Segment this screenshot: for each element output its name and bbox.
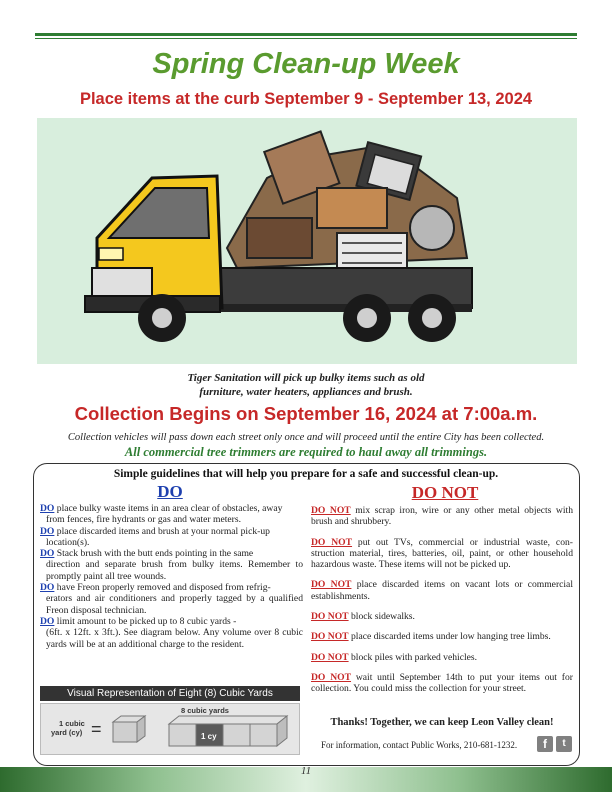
caption-line-2: furniture, water heaters, appliances and brush. <box>199 386 413 398</box>
unit-label: 1 cubic <box>59 719 85 728</box>
do-keyword: DO <box>40 525 55 537</box>
dont-item-text: wait until September 14th to put your items out for collection. You could miss the collection for your street. <box>311 671 573 695</box>
top-rule <box>35 33 577 39</box>
guidelines-title: Simple guidelines that will help you prepare for a safe and successful clean-up. <box>113 468 499 480</box>
do-item-rest: direction and separate brush from bulky items. Remember to promptly paint all tree wounds. <box>46 559 303 582</box>
do-keyword: DO <box>40 548 55 560</box>
dont-heading: DO NOT <box>411 483 479 502</box>
do-item <box>40 503 303 526</box>
page-title: Spring Clean-up Week <box>152 48 460 80</box>
caption-line-1: Tiger Sanitation will pick up bulky items such as old <box>187 372 425 384</box>
hero-caption <box>0 371 612 399</box>
dont-item <box>311 611 573 622</box>
dont-keyword: DO NOT <box>311 671 352 683</box>
do-item-first: place discarded items and brush at your normal pick-up <box>54 525 270 537</box>
dont-list <box>311 505 573 704</box>
date-range-subtitle: Place items at the curb September 9 - September 13, 2024 <box>79 90 533 108</box>
dont-item <box>311 631 573 642</box>
dont-item-text: block piles with parked vehicles. <box>348 651 478 663</box>
commercial-trimmers-note: All commercial tree trimmers are required to haul away all trimmings. <box>124 445 488 459</box>
truck-illustration <box>37 118 577 364</box>
dont-keyword: DO NOT <box>311 651 349 663</box>
do-item <box>40 582 303 616</box>
dont-item <box>311 505 573 528</box>
dont-keyword: DO NOT <box>311 536 353 548</box>
facebook-icon[interactable]: f <box>537 736 553 752</box>
junk-pile <box>227 131 467 278</box>
do-item <box>40 616 303 650</box>
dont-item-text: mix scrap iron, wire or any other metal objects with brush and shrubbery. <box>311 505 573 528</box>
do-item-rest: (6ft. x 12ft. x 3ft.). See diagram below. Any volume over 8 cubic yards will be at an additional charge to the resident. <box>46 627 303 650</box>
dont-item <box>311 652 573 663</box>
unit-label-2: yard (cy) <box>51 728 83 737</box>
dont-item-text: place discarded items under low hanging tree limbs. <box>348 631 551 643</box>
do-item-rest: erators and air conditioners and properly tagged by a qualified Freon disposal technician. <box>46 593 303 616</box>
do-heading: DO <box>157 482 183 501</box>
diagram-heading: Visual Representation of Eight (8) Cubic Yards <box>40 686 300 701</box>
total-label: 8 cubic yards <box>181 706 229 715</box>
dont-keyword: DO NOT <box>311 631 349 643</box>
page-number: 11 <box>300 765 312 777</box>
truck-icon <box>37 118 577 364</box>
do-keyword: DO <box>40 615 55 627</box>
equals-sign: = <box>91 719 102 739</box>
dont-keyword: DO NOT <box>311 611 349 623</box>
do-list <box>40 503 303 650</box>
do-item-first: limit amount to be picked up to 8 cubic yards - <box>54 615 237 627</box>
collection-headline: Collection Begins on September 16, 2024 at 7:00a.m. <box>74 403 538 424</box>
do-item-rest: from fences, fire hydrants or gas and water meters. <box>46 514 241 526</box>
cubic-yards-diagram <box>40 703 300 755</box>
do-item-first: place bulky waste items in an area clear of obstacles, away <box>54 503 283 514</box>
contact-info: For information, contact Public Works, 210-681-1232. <box>321 740 518 750</box>
do-item <box>40 548 303 582</box>
cubes-icon <box>41 704 301 756</box>
do-keyword: DO <box>40 582 55 594</box>
highlight-label: 1 cy <box>201 732 217 741</box>
dont-keyword: DO NOT <box>311 505 351 516</box>
twitter-icon[interactable]: t <box>556 736 572 752</box>
dont-item-text: put out TVs, commercial or industrial waste, con-struction material, tires, batteries, oil, paint, or other household hazardous waste. These items will not be picked up. <box>311 536 573 571</box>
do-item-first: Stack brush with the butt ends pointing in the same <box>54 548 254 560</box>
dont-item-text: place discarded items on vacant lots or commercial establishments. <box>311 579 573 602</box>
collection-note: Collection vehicles will pass down each street only once and will proceed until the entire City has been collected. <box>67 432 545 443</box>
dont-item <box>311 672 573 695</box>
dont-item-text: block sidewalks. <box>348 611 415 623</box>
dont-item <box>311 537 573 571</box>
do-item-rest: location(s). <box>46 536 90 548</box>
dont-keyword: DO NOT <box>311 579 352 591</box>
do-keyword: DO <box>40 503 55 514</box>
do-item <box>40 526 303 549</box>
do-item-first: have Freon properly removed and disposed from refrig- <box>54 582 271 594</box>
dont-item <box>311 579 573 602</box>
thanks-message: Thanks! Together, we can keep Leon Valley clean! <box>330 717 554 728</box>
